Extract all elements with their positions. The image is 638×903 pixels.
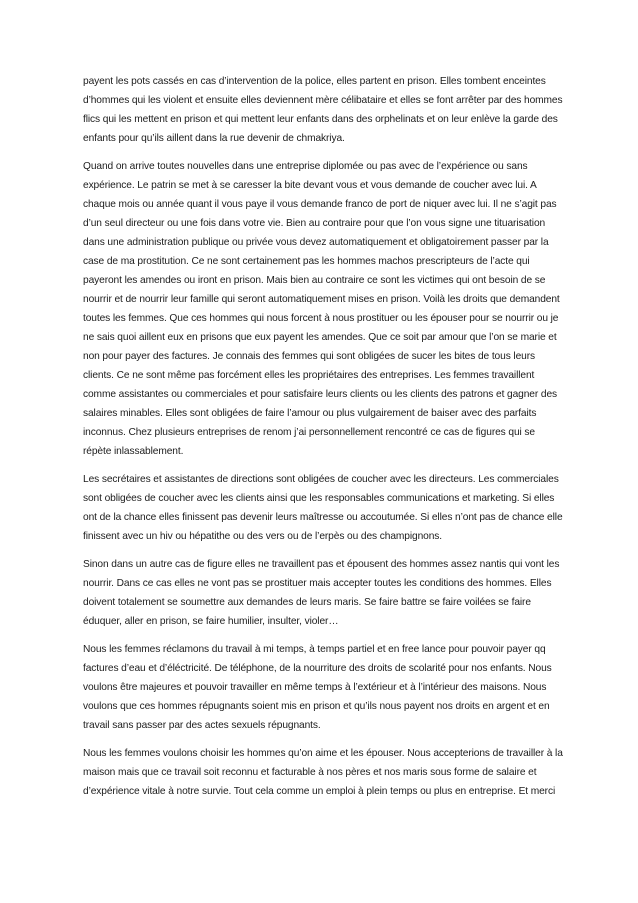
paragraph: Les secrétaires et assistantes de directions sont obligées de coucher avec les directeurs. Les commerciales sont obligées de coucher avec les clients ainsi que les responsables communications et marketing. Si elles ont de la chance elles finissent pas devenir leurs maîtresse ou accoutumée. Si elles n’ont pas de chance elle finissent avec un hiv ou hépatithe ou des vers ou de l’erpès ou des champignons. — [83, 474, 563, 542]
paragraph: Nous les femmes voulons choisir les hommes qu’on aime et les épouser. Nous accepterions de travailler à la maison mais que ce travail soit reconnu et facturable à nos pères et nos maris sous forme de salaire et d’expérience vitale à notre survie. Tout cela comme un emploi à plein temps ou plus en entreprise. Et merci — [83, 748, 563, 797]
document-page — [83, 72, 565, 810]
paragraph: Sinon dans un autre cas de figure elles ne travaillent pas et épousent des hommes assez nantis qui vont les nourrir. Dans ce cas elles ne vont pas se prostituer mais accepter toutes les conditions des hommes. Elles doivent totalement se soumettre aux demandes de leurs maris. Se faire battre se faire voilées se faire éduquer, aller en prison, se faire humilier, insulter, violer… — [83, 559, 560, 627]
paragraph: payent les pots cassés en cas d’intervention de la police, elles partent en prison. Elles tombent enceintes d’hommes qui les violent et ensuite elles deviennent mère célibataire et elles se font arrêter par des hommes flics qui les mettent en prison et qui mettent leur enfants dans des orphelinats et on leur enlève la garde des enfants pour qu’ils aillent dans la rue devenir de chmakriya. — [83, 76, 563, 144]
paragraph: Quand on arrive toutes nouvelles dans une entreprise diplomée ou pas avec de l’expérience ou sans expérience. Le patrin se met à se caresser la bite devant vous et vous demande de coucher avec lui. A chaque mois ou année quant il vous paye il vous demande franco de port de niquer avec lui. Il ne s’agit pas d’un seul directeur ou une fois dans votre vie. Bien au contraire pour que l’on vous signe une tituarisation dans une administration publique ou privée vous devez automatiquement et obligatoirement passer par la case de ma prostitution. Ce ne sont certainement pas les hommes machos prescripteurs de l’acte qui payeront les amendes ou iront en prison. Mais bien au contraire ce sont les victimes qui ont besoin de se nourrir et de nourrir leur famille qui seront automatiquement mises en prison. Voilà les droits que demandent toutes les femmes. Que ces hommes qui nous forcent à nous prostituer ou les épouser pour se nourrir ou je ne sais quoi aillent eux en prisons que eux payent les amendes. Que ce soit par amour que l’on se marie et non pour payer des factures. Je connais des femmes qui sont obligées de sucer les bites de tous leurs clients. Ce ne sont même pas forcément elles les propriétaires des entreprises. Les femmes travaillent comme assistantes ou commerciales et pour satisfaire leurs clients ou les clients des patrons et gagner des salaires minables. Elles sont obligées de faire l’amour ou plus vulgairement de baiser avec des parfaits inconnus. Chez plusieurs entreprises de renom j’ai personnellement rencontré ce cas de figures qui se répète inlassablement. — [83, 161, 560, 457]
paragraph: Nous les femmes réclamons du travail à mi temps, à temps partiel et en free lance pour pouvoir payer qq factures d’eau et d’éléctricité. De téléphone, de la nourriture des droits de scolarité pour nos enfants. Nous voulons être majeures et pouvoir travailler en même temps à l’extérieur et à l’intérieur des maisons. Nous voulons que ces hommes répugnants soient mis en prison et qu’ils nous payent nos droits en argent et en travail sans passer par des actes sexuels répugnants. — [83, 644, 552, 731]
